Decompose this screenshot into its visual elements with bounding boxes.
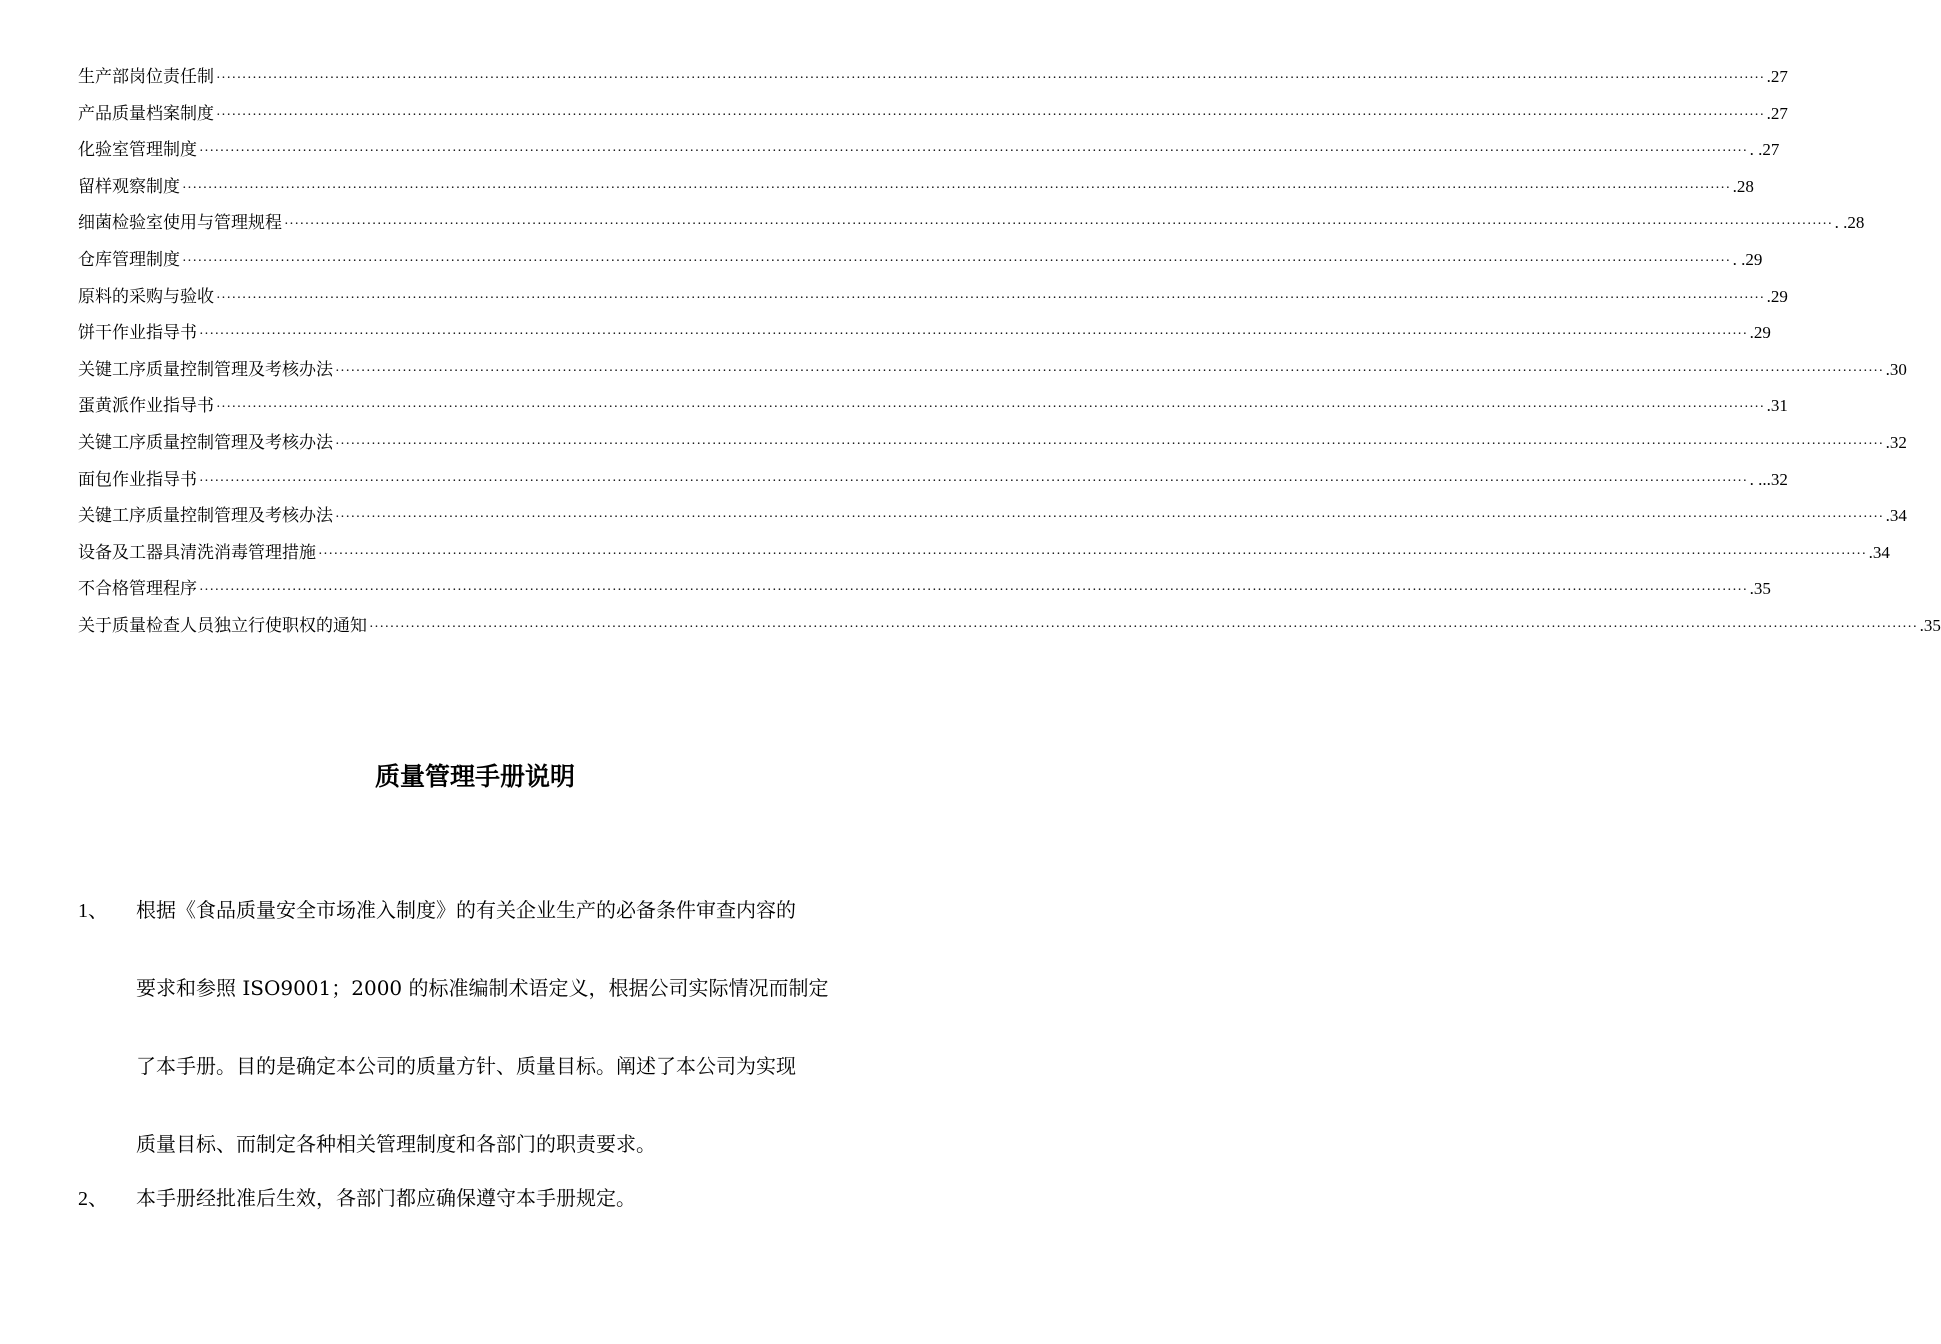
- toc-dot-leader: ············································································································································································································································································································: [284, 217, 1833, 233]
- toc-entry[interactable]: [78, 172, 1754, 209]
- toc-entry-page: .31: [1766, 396, 1788, 416]
- toc-entry-page: .29: [1749, 323, 1771, 343]
- paragraph-body: [136, 894, 876, 1206]
- toc-entry[interactable]: [78, 62, 1788, 99]
- toc-dot-leader: ············································································································································································································································································································: [199, 327, 1748, 343]
- toc-entry[interactable]: [78, 538, 1890, 575]
- toc-dot-leader: ············································································································································································································································································································: [369, 619, 1918, 635]
- toc-entry-page: . .28: [1834, 213, 1865, 233]
- toc-entry[interactable]: [78, 465, 1788, 502]
- paragraph-number: 1、: [78, 900, 108, 922]
- toc-entry-title: 关键工序质量控制管理及考核办法: [78, 506, 333, 527]
- toc-entry[interactable]: [78, 208, 1865, 245]
- toc-entry-page: .35: [1749, 579, 1771, 599]
- toc-dot-leader: ············································································································································································································································································································: [216, 107, 1765, 123]
- paragraph-body: [136, 1182, 876, 1260]
- toc-entry-title: 关于质量检查人员独立行使职权的通知: [78, 615, 367, 636]
- toc-entry-title: 不合格管理程序: [78, 579, 197, 600]
- toc-entry[interactable]: [78, 99, 1788, 136]
- toc-entry-page: . .27: [1749, 140, 1780, 160]
- paragraph-line: 根据《食品质量安全市场准入制度》的有关企业生产的必备条件审查内容的: [136, 898, 796, 922]
- toc-dot-leader: ············································································································································································································································································································: [199, 144, 1748, 160]
- table-of-contents: [78, 62, 1941, 648]
- toc-dot-leader: ············································································································································································································································································································: [216, 71, 1765, 86]
- toc-entry-title: 关键工序质量控制管理及考核办法: [78, 359, 333, 380]
- toc-entry[interactable]: [78, 282, 1788, 319]
- toc-entry-title: 生产部岗位责任制: [78, 67, 214, 87]
- toc-entry-title: 原料的采购与验收: [78, 286, 214, 307]
- paragraph-line: 了本手册。目的是确定本公司的质量方针、质量目标。阐述了本公司为实现: [136, 1054, 796, 1078]
- toc-entry-page: .34: [1868, 542, 1890, 562]
- toc-dot-leader: ············································································································································································································································································································: [182, 180, 1731, 196]
- toc-entry-title: 仓库管理制度: [78, 249, 180, 270]
- toc-entry-page: .30: [1885, 359, 1907, 379]
- toc-entry-title: 蛋黄派作业指导书: [78, 396, 214, 417]
- toc-dot-leader: ············································································································································································································································································································: [199, 473, 1748, 489]
- toc-entry-page: . ...32: [1749, 469, 1788, 489]
- toc-dot-leader: ············································································································································································································································································································: [335, 510, 1884, 526]
- toc-entry-page: .28: [1732, 176, 1754, 196]
- toc-entry-page: .27: [1766, 67, 1788, 86]
- paragraph-number: 2、: [78, 1188, 108, 1210]
- toc-dot-leader: ············································································································································································································································································································: [182, 253, 1731, 269]
- toc-dot-leader: ············································································································································································································································································································: [335, 363, 1884, 379]
- toc-entry[interactable]: [78, 611, 1941, 648]
- section-title: 质量管理手册说明: [374, 762, 575, 791]
- toc-entry-page: .32: [1885, 432, 1907, 452]
- toc-entry-page: .27: [1766, 103, 1788, 123]
- toc-dot-leader: ············································································································································································································································································································: [199, 583, 1748, 599]
- toc-entry-page: . .29: [1732, 249, 1763, 269]
- toc-entry[interactable]: [78, 501, 1907, 538]
- paragraph-line: 要求和参照 ISO9001；2000 的标准编制术语定义，根据公司实际情况而制定: [136, 976, 829, 1000]
- toc-entry-title: 设备及工器具清洗消毒管理措施: [78, 542, 316, 563]
- toc-entry-title: 留样观察制度: [78, 176, 180, 197]
- toc-entry-title: 面包作业指导书: [78, 469, 197, 490]
- toc-entry-title: 饼干作业指导书: [78, 323, 197, 344]
- paragraph-line: 本手册经批准后生效，各部门都应确保遵守本手册规定。: [136, 1186, 636, 1210]
- toc-entry[interactable]: [78, 245, 1763, 282]
- toc-entry[interactable]: [78, 318, 1771, 355]
- toc-entry-title: 细菌检验室使用与管理规程: [78, 213, 282, 234]
- toc-entry[interactable]: [78, 574, 1771, 611]
- toc-entry-title: 关键工序质量控制管理及考核办法: [78, 432, 333, 453]
- toc-entry[interactable]: [78, 391, 1788, 428]
- toc-entry[interactable]: [78, 428, 1907, 465]
- toc-dot-leader: ············································································································································································································································································································: [216, 290, 1765, 306]
- toc-entry-page: .29: [1766, 286, 1788, 306]
- toc-entry-title: 化验室管理制度: [78, 140, 197, 161]
- toc-entry[interactable]: [78, 135, 1780, 172]
- toc-dot-leader: ············································································································································································································································································································: [216, 400, 1765, 416]
- toc-entry-page: .35: [1919, 615, 1941, 635]
- toc-dot-leader: ············································································································································································································································································································: [318, 546, 1867, 562]
- toc-entry-page: .34: [1885, 506, 1907, 526]
- paragraph-line: 质量目标、而制定各种相关管理制度和各部门的职责要求。: [136, 1132, 656, 1156]
- toc-entry[interactable]: [78, 355, 1907, 392]
- toc-dot-leader: ············································································································································································································································································································: [335, 436, 1884, 452]
- toc-entry-title: 产品质量档案制度: [78, 103, 214, 124]
